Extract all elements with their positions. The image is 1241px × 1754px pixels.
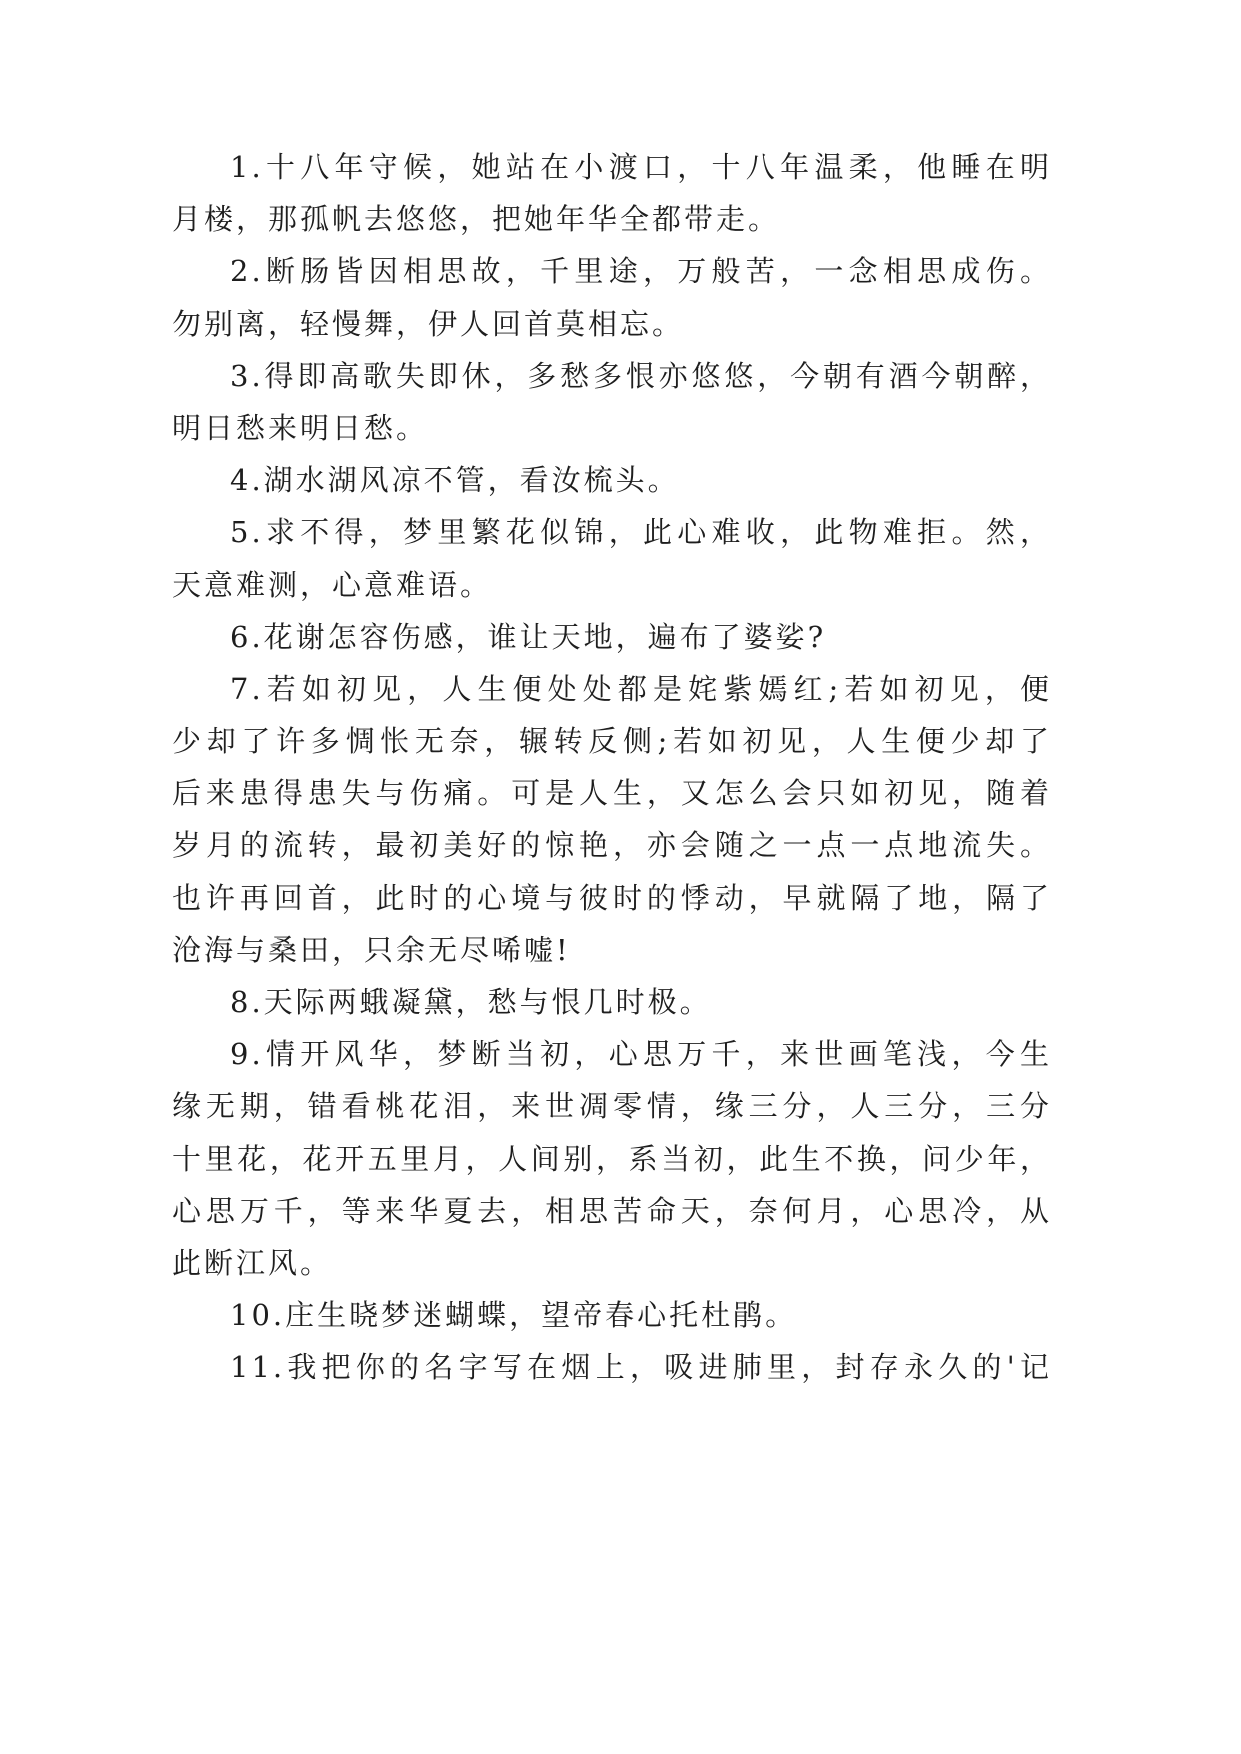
document-body xyxy=(172,141,1052,1394)
paragraph-9 xyxy=(172,1028,1052,1289)
paragraph-line: 勿别离，轻慢舞，伊人回首莫相忘。 xyxy=(172,306,685,341)
paragraph-line: 1.十八年守候，她站在小渡口，十八年温柔，他睡在明 xyxy=(230,150,1052,184)
paragraph-6 xyxy=(172,611,1052,663)
paragraph-line: 此断江风。 xyxy=(172,1245,333,1280)
paragraph-8 xyxy=(172,976,1052,1028)
paragraph-line: 6.花谢怎容伤感，谁让天地，遍布了婆娑? xyxy=(230,619,827,654)
paragraph-5 xyxy=(172,506,1052,610)
paragraph-line: 2.断肠皆因相思故，千里途，万般苦，一念相思成伤。 xyxy=(230,254,1052,289)
paragraph-line: 也许再回首，此时的心境与彼时的悸动，早就隔了地，隔了 xyxy=(172,880,1052,915)
paragraph-line: 10.庄生晓梦迷蝴蝶，望帝春心托杜鹃。 xyxy=(230,1298,798,1333)
paragraph-line: 明日愁来明日愁。 xyxy=(172,410,429,445)
paragraph-line: 9.情开风华，梦断当初，心思万千，来世画笔浅，今生 xyxy=(230,1037,1052,1072)
paragraph-line: 岁月的流转，最初美好的惊艳，亦会随之一点一点地流失。 xyxy=(172,828,1052,863)
paragraph-line: 8.天际两蛾凝黛，愁与恨几时极。 xyxy=(230,985,712,1019)
paragraph-11 xyxy=(172,1341,1052,1393)
paragraph-line: 5.求不得，梦里繁花似锦，此心难收，此物难拒。然， xyxy=(230,515,1052,550)
paragraph-line: 天意难测，心意难语。 xyxy=(172,567,493,602)
paragraph-line: 心思万千，等来华夏去，相思苦命天，奈何月，心思冷，从 xyxy=(172,1193,1052,1228)
paragraph-4 xyxy=(172,454,1052,506)
paragraph-7 xyxy=(172,663,1052,976)
paragraph-line: 3.得即高歌失即休，多愁多恨亦悠悠，今朝有酒今朝醉， xyxy=(230,358,1052,393)
paragraph-line: 沧海与桑田，只余无尽唏嘘! xyxy=(172,932,571,967)
paragraph-line: 4.湖水湖风凉不管，看汝梳头。 xyxy=(230,463,680,498)
paragraph-line: 7.若如初见，人生便处处都是姹紫嫣红;若如初见，便 xyxy=(230,671,1052,706)
paragraph-line: 月楼，那孤帆去悠悠，把她年华全都带走。 xyxy=(172,202,781,237)
paragraph-3 xyxy=(172,350,1052,454)
paragraph-2 xyxy=(172,245,1052,349)
paragraph-line: 11.我把你的名字写在烟上，吸进肺里，封存永久的'记 xyxy=(230,1350,1052,1385)
paragraph-1 xyxy=(172,141,1052,245)
paragraph-10 xyxy=(172,1289,1052,1341)
paragraph-line: 十里花，花开五里月，人间别，系当初，此生不换，问少年， xyxy=(172,1141,1052,1176)
paragraph-line: 缘无期，错看桃花泪，来世凋零情，缘三分，人三分，三分 xyxy=(172,1089,1052,1124)
paragraph-line: 少却了许多惆怅无奈，辗转反侧;若如初见，人生便少却了 xyxy=(172,724,1052,759)
paragraph-line: 后来患得患失与伤痛。可是人生，又怎么会只如初见，随着 xyxy=(172,776,1052,811)
